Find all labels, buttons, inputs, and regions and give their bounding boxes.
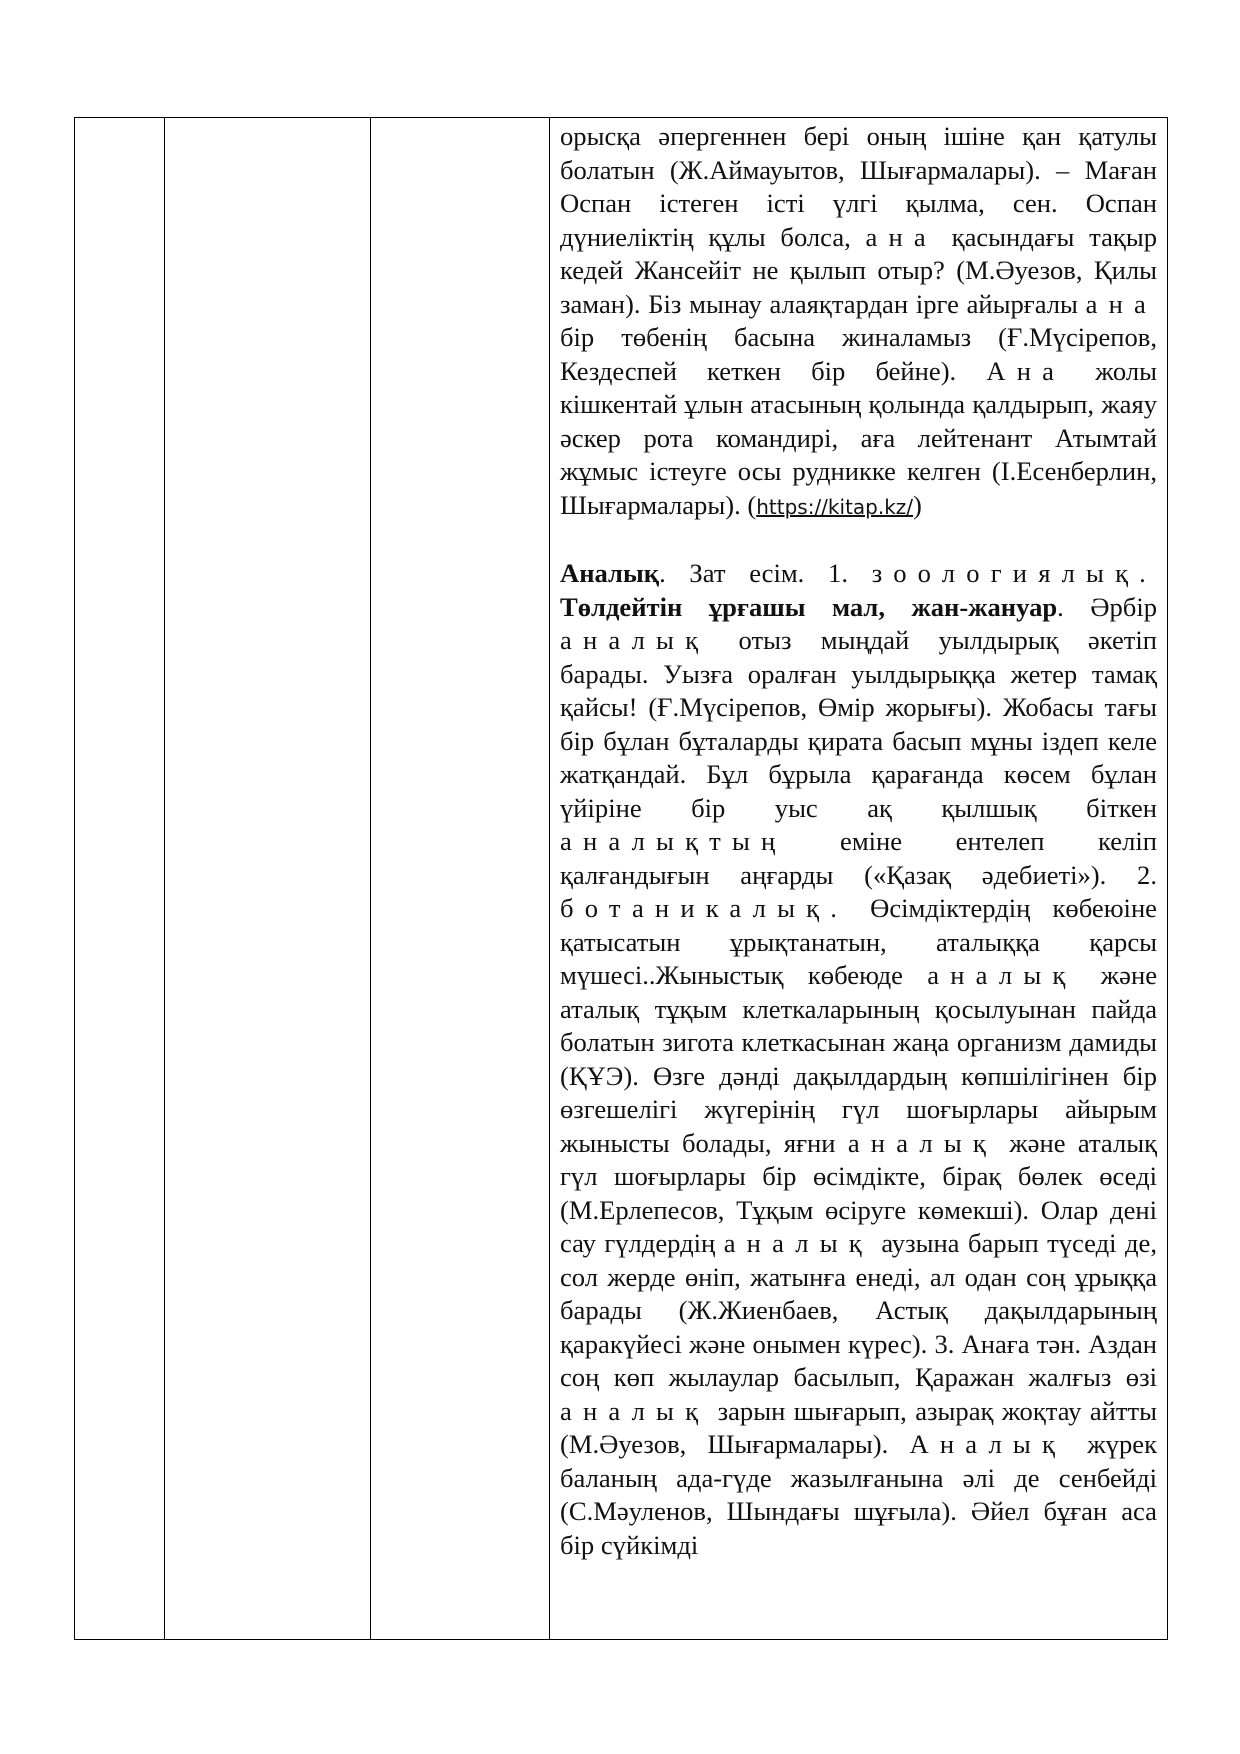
spaced-word: аналық: [723, 1228, 873, 1258]
grammar-column-cell: [371, 118, 550, 1640]
headword: Аналық: [560, 558, 660, 588]
spaced-word: Ана: [986, 355, 1066, 386]
definition-bold: Төлдейтін ұрғашы мал, жан-жануар: [560, 591, 1058, 622]
word-column-cell: [165, 118, 371, 1640]
spaced-word: ана: [865, 221, 937, 252]
number-column-cell: [75, 118, 165, 1640]
spaced-word: аналық: [560, 1395, 710, 1426]
spaced-word: Аналық: [909, 1429, 1067, 1459]
spaced-word: аналық: [847, 1127, 997, 1158]
spaced-word: зоологиялық.: [871, 558, 1157, 588]
source-link[interactable]: https://kitap.kz/: [756, 494, 914, 519]
spaced-word: ана: [1085, 288, 1158, 319]
definition-column-cell: [550, 118, 1168, 1640]
paragraph-gap: [560, 524, 1157, 557]
entry-analyq: Аналық. Зат есім. 1. зоологиялық. Төлдейтін ұрғашы мал, жан-жануар. Әрбір аналық отыз мыңдай уылдырық әкетіп барады. Уызға оралған уылдырыққа жетер тамақ қайсы! (Ғ.Мүсірепов, Өмір жорығы). Жобасы тағы бір бұлан бұталарды қирата басып мұны іздеп келе жатқандай. Бұл бұрыла қарағанда көсем бұлан үйіріне бір уыс ақ қылшық біткен аналықтың еміне ентелеп келіп қалғандығын аңғарды («Қазақ әдебиеті»). 2. ботаникалық. Өсімдіктердің көбеюіне қатысатын ұрықтанатын, аталыққа қарсы мүшесі..Жыныстық көбеюде аналық және аталық тұқым клеткаларының қосылуынан пайда болатын зигота клеткасынан жаңа организм дамиды (ҚҰЭ). Өзге дәнді дақылдардың көпшілігінен бір өзгешелігі жүгерінің гүл шоғырлары айырым жынысты болады, яғни аналық және аталық гүл шоғырлары бір өсімдікте, бірақ бөлек өседі (М.Ерлепесов, Тұқым өсіруге көмекші). Олар дені сау гүлдердің аналық аузына барып түседі де, сол жерде өніп, жатынға енеді, ал одан соң ұрыққа барады (Ж.Жиенбаев, Астық дақылдарының қаракүйесі және онымен күрес). 3. Анаға тән. Аздан соң көп жылаулар басылып, Қаражан жалғыз өзі аналық зарын шығарып, азырақ жоқтау айтты (М.Әуезов, Шығармалары). Аналық жүрек баланың ада-гүде жазылғанына әлі де сенбейді (С.Мәуленов, Шындағы шұғыла). Әйел бұған аса бір сүйкімді: [560, 558, 1158, 1560]
entry-continuation: орысқа әпергеннен бері оның ішіне қан қатулы болатын (Ж.Аймауытов, Шығармалары). – Маған Оспан істеген істі үлгі қылма, сен. Оспан дүниеліктің құлы болса, ана қасындағы тақыр кедей Жансейіт не қылып отыр? (М.Әуезов, Қилы заман). Біз мынау алаяқтардан ірге айырғалы ана бір төбенің басына жиналамыз (Ғ.Мүсірепов, Кездеспей кеткен бір бейне). Ана жолы кішкентай ұлын атасының қолында қалдырып, жаяу әскер рота командирі, аға лейтенант Атымтай жұмыс істеуге осы рудникке келген (І.Есенберлин, Шығармалары). (https://kitap.kz/): [560, 121, 1158, 520]
spaced-word: аналық: [927, 960, 1077, 990]
dictionary-table: [74, 117, 1168, 1640]
definition-text: [550, 118, 1167, 1639]
table-row: [75, 118, 1168, 1640]
spaced-word: ботаникалық.: [560, 893, 849, 923]
spaced-word: аналықтың: [560, 826, 787, 856]
spaced-word: аналық: [560, 625, 710, 655]
